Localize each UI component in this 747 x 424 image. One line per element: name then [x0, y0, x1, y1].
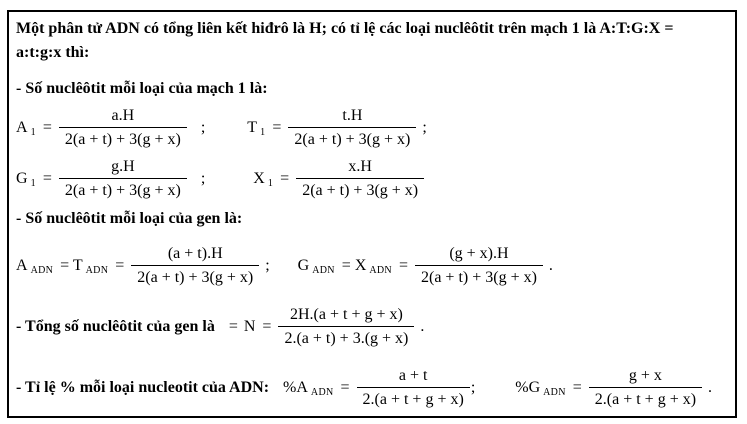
- formula-A-ADN: [16, 244, 270, 287]
- fraction: [131, 244, 259, 287]
- formula-N: [229, 305, 425, 348]
- formula-lhs: A: [16, 256, 28, 274]
- formula-punctuation: .: [420, 317, 425, 335]
- formula-punctuation: .: [548, 256, 553, 274]
- problem-statement-line1: Một phân tử ADN có tổng liên kết hiđrô là H; có tỉ lệ các loại nuclêôtit trên mạch 1 là A:T:G:X =: [16, 20, 674, 37]
- formula-percent-G: [515, 366, 712, 409]
- fraction-denominator: 2.(a + t) + 3.(g + x): [284, 330, 409, 347]
- heading-total-nucleotides: - Tổng số nuclêôtit của gen là: [16, 317, 215, 335]
- problem-statement-line2: a:t:g:x thì:: [16, 44, 90, 61]
- equals-sign: =: [42, 169, 52, 187]
- formula-X1: [253, 157, 424, 200]
- fraction-numerator: (g + x).H: [415, 244, 543, 266]
- document-box: [7, 10, 737, 418]
- equals-sign: =: [272, 118, 282, 136]
- formula-A1: [16, 106, 205, 149]
- fraction: [59, 157, 187, 200]
- formula-lhs: G: [16, 169, 28, 187]
- heading-gene-counts: - Số nuclêôtit mỗi loại của gen là:: [16, 210, 243, 227]
- fraction-denominator: 2(a + t) + 3(g + x): [137, 269, 254, 286]
- formula-subscript: 1: [30, 127, 36, 138]
- fraction-numerator: a + t: [357, 366, 470, 388]
- formula-subscript: ADN: [369, 265, 392, 276]
- fraction: [357, 366, 470, 409]
- fraction-denominator: 2.(a + t + g + x): [594, 391, 697, 408]
- formula-row-strand1-a-t: [16, 106, 727, 149]
- problem-statement: [16, 17, 727, 65]
- formula-subscript: ADN: [85, 265, 109, 276]
- formula-G1: [16, 157, 205, 200]
- equals-sign: =: [115, 256, 125, 274]
- fraction-denominator: 2(a + t) + 3(g + x): [420, 269, 537, 286]
- formula-punctuation: .: [708, 378, 713, 396]
- formula-lhs: X: [253, 169, 265, 187]
- formula-lhs: %G: [515, 378, 541, 396]
- fraction-denominator: 2(a + t) + 3(g + x): [294, 131, 411, 148]
- formula-mid-term: = X: [341, 256, 367, 274]
- formula-punctuation: ;: [422, 118, 427, 136]
- fraction: [59, 106, 187, 149]
- formula-subscript: 1: [30, 178, 36, 189]
- fraction-denominator: 2(a + t) + 3(g + x): [64, 182, 181, 199]
- fraction-numerator: g.H: [59, 157, 187, 179]
- equals-sign: =: [262, 317, 272, 335]
- heading-percent: - Tỉ lệ % mỗi loại nucleotit của ADN:: [16, 378, 270, 396]
- formula-punctuation: ;: [265, 256, 270, 274]
- fraction-numerator: (a + t).H: [131, 244, 259, 266]
- formula-lhs: T: [247, 118, 258, 136]
- formula-punctuation: ;: [200, 169, 206, 187]
- equals-sign: =: [340, 378, 350, 396]
- formula-mid-term: = T: [60, 256, 83, 274]
- formula-percent-A: [283, 366, 475, 409]
- fraction-numerator: a.H: [59, 106, 187, 128]
- formula-row-total: [16, 305, 727, 348]
- equals-sign: =: [42, 118, 52, 136]
- formula-punctuation: ;: [200, 118, 206, 136]
- fraction: [296, 157, 424, 200]
- formula-lhs: %A: [283, 378, 308, 396]
- equals-sign: =: [398, 256, 408, 274]
- formula-lhs: N: [243, 317, 256, 335]
- formula-subscript: ADN: [312, 265, 335, 276]
- fraction-denominator: 2(a + t) + 3(g + x): [302, 182, 419, 199]
- fraction: [589, 366, 702, 409]
- fraction-numerator: 2H.(a + t + g + x): [278, 305, 414, 327]
- fraction-numerator: t.H: [288, 106, 416, 128]
- formula-row-gene: [16, 244, 727, 287]
- formula-subscript: 1: [260, 127, 266, 138]
- formula-subscript: ADN: [30, 265, 54, 276]
- equals-sign: =: [228, 317, 238, 335]
- fraction: [288, 106, 416, 149]
- formula-lhs: G: [297, 256, 310, 274]
- formula-T1: [247, 106, 427, 149]
- fraction-numerator: g + x: [589, 366, 702, 388]
- formula-row-strand1-g-x: [16, 157, 727, 200]
- equals-sign: =: [572, 378, 582, 396]
- heading-strand1-counts: - Số nuclêôtit mỗi loại của mạch 1 là:: [16, 80, 268, 97]
- equals-sign: =: [280, 169, 290, 187]
- formula-subscript: ADN: [543, 387, 566, 398]
- fraction: [415, 244, 543, 287]
- formula-punctuation: ;: [470, 378, 476, 396]
- formula-lhs: A: [16, 118, 28, 136]
- formula-subscript: 1: [267, 178, 274, 189]
- fraction-denominator: 2.(a + t + g + x): [362, 391, 464, 408]
- fraction: [278, 305, 414, 348]
- formula-G-ADN: [298, 244, 553, 287]
- formula-row-percent: [16, 366, 727, 409]
- fraction-denominator: 2(a + t) + 3(g + x): [64, 131, 181, 148]
- fraction-numerator: x.H: [296, 157, 424, 179]
- formula-subscript: ADN: [310, 387, 334, 398]
